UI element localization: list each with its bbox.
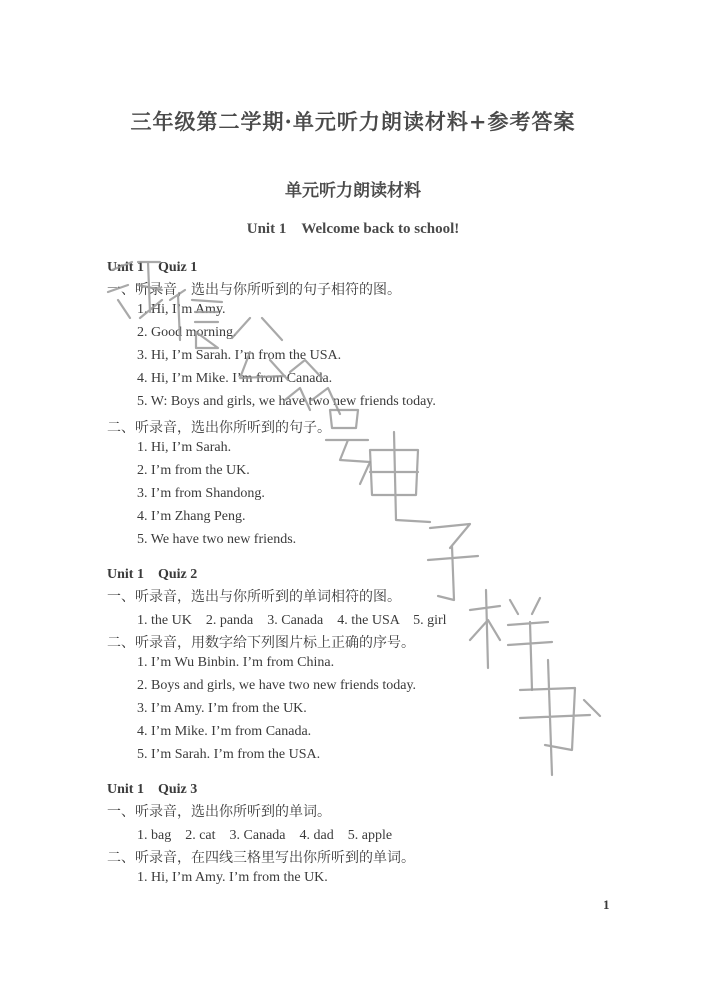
sub-title: 单元听力朗读材料 <box>285 181 421 201</box>
list-item: 1. Hi, I’m Sarah. <box>137 440 232 455</box>
list-item: 5. W: Boys and girls, we have two new friends today. <box>137 394 436 409</box>
list-item: 2. Boys and girls, we have two new friends today. <box>137 678 417 693</box>
list-item: 1. bag 2. cat 3. Canada 4. dad 5. apple <box>137 828 393 843</box>
section-title: 一、听录音，选出与你所听到的句子相符的图。 <box>107 282 401 298</box>
quiz-heading: Unit 1 Quiz 3 <box>107 782 198 797</box>
unit-title: Unit 1 Welcome back to school! <box>246 221 460 237</box>
list-item: 2. Good morning. <box>137 325 237 340</box>
list-item: 3. I’m from Shandong. <box>137 486 265 501</box>
section-title: 一、听录音，选出你所听到的单词。 <box>107 804 331 820</box>
list-item: 1. the UK 2. panda 3. Canada 4. the USA 5. girl <box>137 613 447 628</box>
list-item: 4. I’m Mike. I’m from Canada. <box>137 724 312 739</box>
list-item: 3. I’m Amy. I’m from the UK. <box>137 701 307 716</box>
quiz-heading: Unit 1 Quiz 1 <box>107 260 198 275</box>
quiz-heading: Unit 1 Quiz 2 <box>107 567 198 582</box>
section-title: 二、听录音，用数字给下列图片标上正确的序号。 <box>107 635 415 651</box>
list-item: 2. I’m from the UK. <box>137 463 250 478</box>
list-item: 1. I’m Wu Binbin. I’m from China. <box>137 655 335 670</box>
list-item: 5. I’m Sarah. I’m from the USA. <box>137 747 321 762</box>
main-title: 三年级第二学期·单元听力朗读材料+参考答案 <box>130 109 576 134</box>
section-title: 二、听录音，在四线三格里写出你所听到的单词。 <box>107 850 415 866</box>
list-item: 3. Hi, I’m Sarah. I’m from the USA. <box>137 348 342 363</box>
list-item: 1. Hi, I’m Amy. I’m from the UK. <box>137 870 328 885</box>
list-item: 1. Hi, I’m Amy. <box>137 302 226 317</box>
list-item: 5. We have two new friends. <box>137 532 297 547</box>
list-item: 4. I’m Zhang Peng. <box>137 509 246 524</box>
section-title: 一、听录音，选出与你所听到的单词相符的图。 <box>107 589 401 605</box>
list-item: 4. Hi, I’m Mike. I’m from Canada. <box>137 371 333 386</box>
page-number: 1 <box>603 897 610 912</box>
section-title: 二、听录音，选出你所听到的句子。 <box>107 420 331 436</box>
